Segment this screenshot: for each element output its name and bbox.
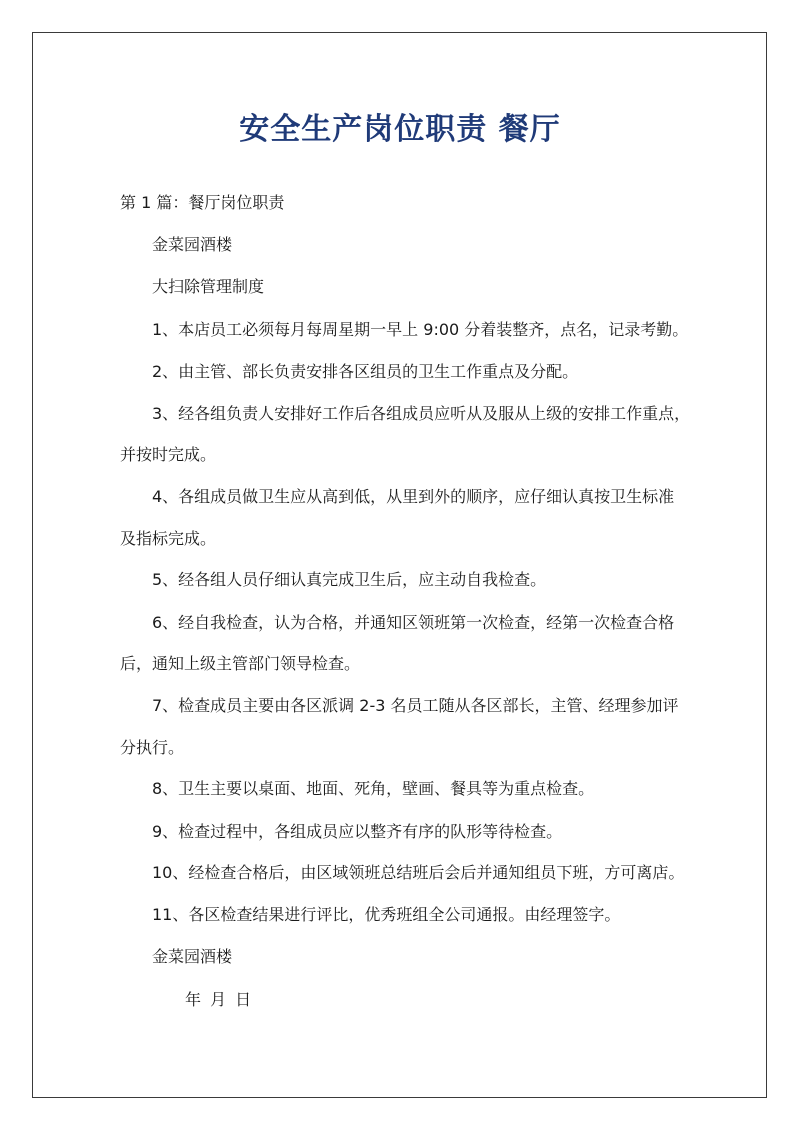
rule-item-6-cont: 后，通知上级主管部门领导检查。 <box>120 654 361 673</box>
rule-item-5: 5、经各组人员仔细认真完成卫生后，应主动自我检查。 <box>152 570 547 589</box>
rule-item-10: 10、经检查合格后，由区域领班总结班后会后并通知组员下班，方可离店。 <box>152 863 685 882</box>
section-heading: 第 1 篇：餐厅岗位职责 <box>120 193 285 212</box>
rule-item-2: 2、由主管、部长负责安排各区组员的卫生工作重点及分配。 <box>152 362 579 381</box>
rule-item-8: 8、卫生主要以桌面、地面、死角，壁画、餐具等为重点检查。 <box>152 779 595 798</box>
rule-item-4-cont: 及指标完成。 <box>120 529 217 548</box>
rule-item-1: 1、本店员工必须每月每周星期一早上 9:00 分着装整齐，点名，记录考勤。 <box>152 320 689 339</box>
rule-item-3: 3、经各组负责人安排好工作后各组成员应听从及服从上级的安排工作重点， <box>152 404 691 423</box>
document-title: 安全生产岗位职责 餐厅 <box>239 112 561 147</box>
signature-organization: 金菜园酒楼 <box>152 947 233 966</box>
rule-item-4: 4、各组成员做卫生应从高到低，从里到外的顺序，应仔细认真按卫生标准 <box>152 487 675 506</box>
rule-item-7: 7、检查成员主要由各区派调 2-3 名员工随从各区部长，主管、经理参加评 <box>152 696 679 715</box>
date-line: 年 月 日 <box>185 990 252 1009</box>
organization-name: 金菜园酒楼 <box>152 235 233 254</box>
rule-item-7-cont: 分执行。 <box>120 738 185 757</box>
document-name: 大扫除管理制度 <box>152 277 265 296</box>
rule-item-11: 11、各区检查结果进行评比，优秀班组全公司通报。由经理签字。 <box>152 905 621 924</box>
rule-item-6: 6、经自我检查，认为合格，并通知区领班第一次检查，经第一次检查合格 <box>152 613 675 632</box>
rule-item-3-cont: 并按时完成。 <box>120 445 217 464</box>
rule-item-9: 9、检查过程中，各组成员应以整齐有序的队形等待检查。 <box>152 822 563 841</box>
